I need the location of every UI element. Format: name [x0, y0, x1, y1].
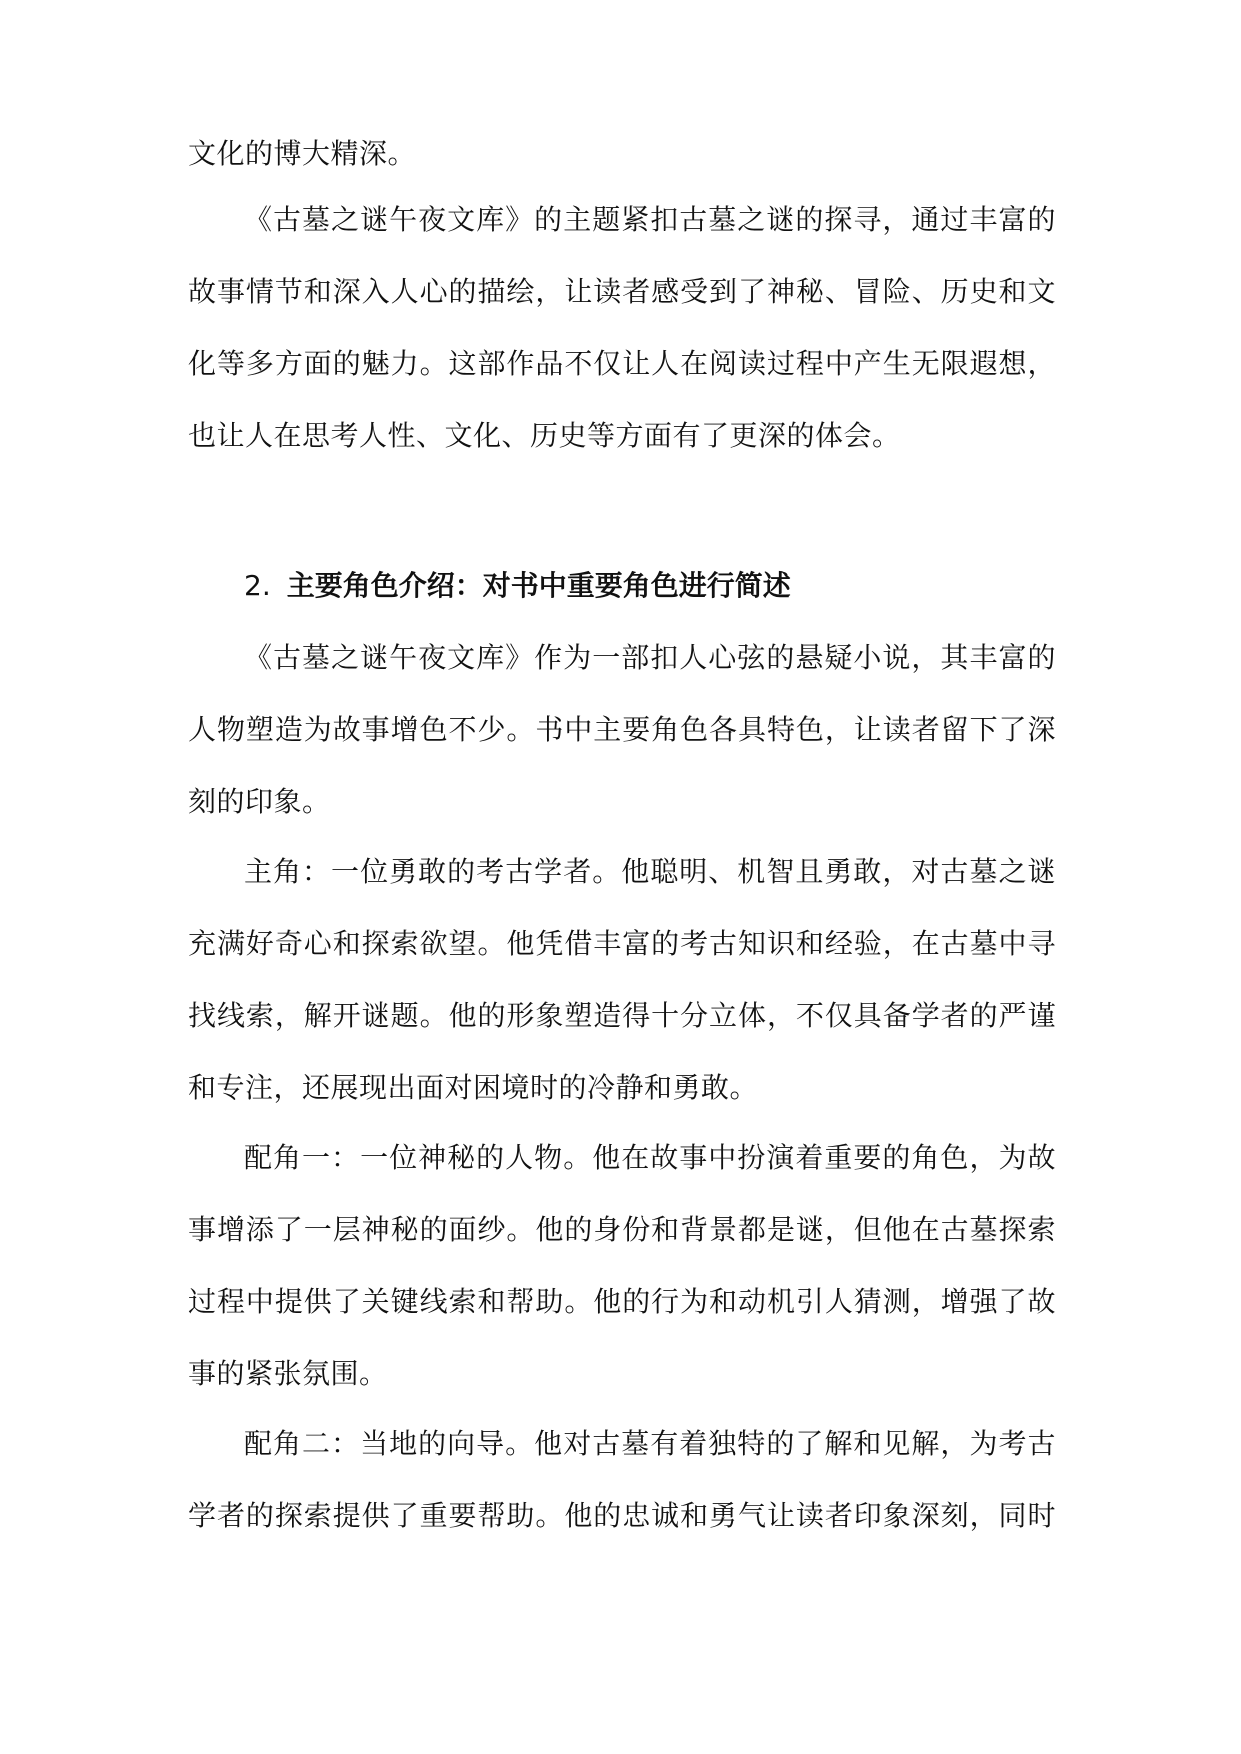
text-line: 事的紧张氛围。 — [188, 1357, 388, 1390]
paragraph-supporting-two — [188, 1408, 1056, 1552]
text-line: 配角一：一位神秘的人物。他在故事中扮演着重要的角色，为故 — [244, 1141, 1056, 1174]
text-line: 《古墓之谜午夜文库》作为一部扣人心弦的悬疑小说，其丰富的 — [244, 641, 1056, 674]
text-line: 过程中提供了关键线索和帮助。他的行为和动机引人猜测，增强了故 — [188, 1285, 1056, 1318]
text-line: 《古墓之谜午夜文库》的主题紧扣古墓之谜的探寻，通过丰富的 — [244, 203, 1056, 236]
paragraph-supporting-one — [188, 1122, 1056, 1410]
paragraph-intro — [188, 622, 1056, 838]
text-line: 主角：一位勇敢的考古学者。他聪明、机智且勇敢，对古墓之谜 — [244, 855, 1056, 888]
text-line: 故事情节和深入人心的描绘，让读者感受到了神秘、冒险、历史和文 — [188, 275, 1056, 308]
paragraph-previous — [188, 118, 1056, 190]
text-line: 化等多方面的魅力。这部作品不仅让人在阅读过程中产生无限遐想， — [188, 347, 1056, 380]
text-line: 刻的印象。 — [188, 785, 331, 818]
text-line: 和专注，还展现出面对困境时的冷静和勇敢。 — [188, 1071, 759, 1104]
paragraph-theme — [188, 184, 1056, 472]
text-line: 学者的探索提供了重要帮助。他的忠诚和勇气让读者印象深刻，同时 — [188, 1499, 1056, 1532]
text-line: 事增添了一层神秘的面纱。他的身份和背景都是谜，但他在古墓探索 — [188, 1213, 1056, 1246]
text-line: 文化的博大精深。 — [188, 137, 417, 170]
section-heading — [244, 556, 791, 616]
paragraph-protagonist — [188, 836, 1056, 1124]
text-line: 配角二：当地的向导。他对古墓有着独特的了解和见解，为考古 — [244, 1427, 1056, 1460]
text-line: 充满好奇心和探索欲望。他凭借丰富的考古知识和经验，在古墓中寻 — [188, 927, 1056, 960]
section-number: 2. — [244, 569, 271, 602]
text-line: 人物塑造为故事增色不少。书中主要角色各具特色，让读者留下了深 — [188, 713, 1056, 746]
section-title: 主要角色介绍：对书中重要角色进行简述 — [286, 569, 791, 602]
text-line: 也让人在思考人性、文化、历史等方面有了更深的体会。 — [188, 419, 901, 452]
text-line: 找线索，解开谜题。他的形象塑造得十分立体，不仅具备学者的严谨 — [188, 999, 1056, 1032]
